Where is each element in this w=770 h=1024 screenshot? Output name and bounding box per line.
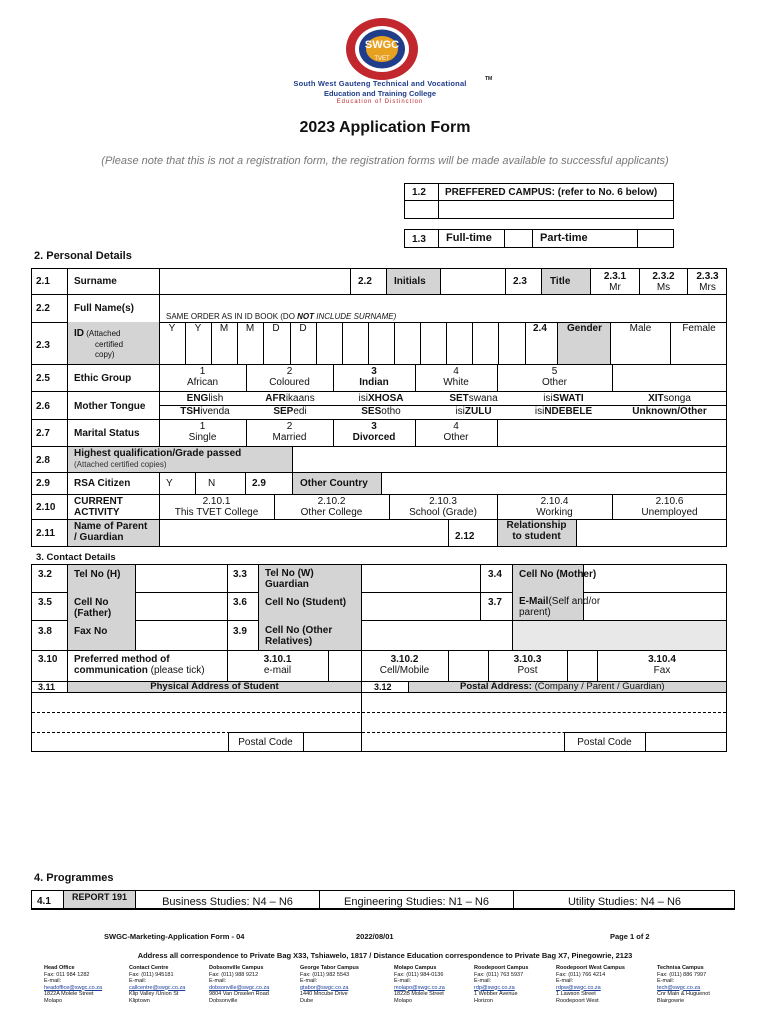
citizen-yes-option[interactable]: Y: [166, 478, 173, 489]
campus-addr1: 1 Webber Avenue: [474, 991, 518, 997]
cell-father-label1: Cell No: [74, 597, 109, 608]
id-digit-input[interactable]: [238, 335, 262, 363]
mother-tongue-label: Mother Tongue: [74, 401, 146, 412]
campus-name: Roodepoort Campus: [474, 965, 529, 971]
row-2-5-no: 2.5: [36, 373, 50, 384]
mother-tongue-option[interactable]: isiNDEBELE: [534, 406, 593, 417]
comm-tick-box[interactable]: [449, 651, 487, 681]
cell-mother-input[interactable]: [584, 565, 726, 592]
comm-option[interactable]: 3.10.3 Post: [513, 654, 542, 676]
campus-email_l: E-mail:: [474, 978, 492, 984]
id-sub2: certified: [95, 340, 124, 349]
cell-student-label: Cell No (Student): [265, 597, 347, 608]
id-digit-input[interactable]: [421, 335, 445, 363]
id-digit-input[interactable]: [186, 335, 210, 363]
gender-no: 2.4: [533, 323, 547, 334]
id-digit-input[interactable]: [264, 335, 288, 363]
activity-option[interactable]: 2.10.4 Working: [536, 496, 573, 518]
campus-addr2: Horizon: [474, 997, 493, 1004]
relationship-label2: to student: [512, 531, 561, 542]
title-mr-option[interactable]: 2.3.1 Mr: [603, 271, 627, 293]
row-3-6-no: 3.6: [233, 597, 247, 608]
comm-label1: Preferred method of: [74, 654, 170, 665]
qualification-input[interactable]: [293, 447, 726, 472]
activity-label1: CURRENT: [74, 496, 123, 507]
postal-code-physical-input[interactable]: [304, 733, 361, 752]
relationship-no: 2.12: [455, 531, 475, 542]
parent-name-input[interactable]: [160, 520, 448, 546]
tel-work-input[interactable]: [362, 565, 480, 592]
personal-heading: 2. Personal Details: [34, 250, 132, 262]
ethnic-option[interactable]: 2 Coloured: [269, 366, 310, 388]
fax-label: Fax No: [74, 626, 108, 637]
campus-name: Contact Centre: [129, 965, 169, 971]
campus-addr1: 9804 Van Onselen Road: [209, 991, 269, 997]
postal-address-label: Postal Address: (Company / Parent / Guardian): [460, 681, 665, 692]
campus-email_l: E-mail:: [44, 978, 62, 984]
id-digit-label: Y: [194, 323, 202, 334]
parent-label2: / Guardian: [74, 532, 124, 543]
campus-email[interactable]: dobsonville@swgc.co.za: [209, 984, 270, 991]
campus-name: George Tabor Campus: [300, 965, 359, 971]
mother-tongue-option[interactable]: SEPedi: [273, 406, 307, 417]
comm-option[interactable]: 3.10.2 Cell/Mobile: [379, 654, 430, 676]
title-label: Title: [550, 276, 571, 287]
comm-label2: communication (please tick): [74, 665, 205, 676]
other-country-no: 2.9: [252, 478, 266, 489]
mother-tongue-option[interactable]: XITsonga: [648, 393, 691, 404]
row-3-4-no: 3.4: [488, 569, 502, 580]
title-no: 2.3: [513, 276, 527, 287]
cell-other-input[interactable]: [362, 621, 512, 650]
form-note: (Please note that this is not a registration form, the registration forms will be made available to successful applicants): [101, 155, 669, 167]
id-digit-label: M: [245, 323, 255, 334]
row-2-6-no: 2.6: [36, 401, 50, 412]
row-3-7-no: 3.7: [488, 597, 502, 608]
row-2-9-no: 2.9: [36, 478, 50, 489]
email-label: E-Mail(Self and/or: [519, 596, 601, 607]
engineering-studies-option[interactable]: Engineering Studies: N1 – N6: [344, 896, 489, 908]
campus-addr2: Kliptown: [129, 997, 150, 1004]
mother-tongue-option[interactable]: SETswana: [449, 393, 498, 404]
row-2-10-no: 2.10: [36, 502, 56, 513]
id-digit-input[interactable]: [317, 335, 341, 363]
gender-female-option[interactable]: Female: [682, 323, 716, 334]
report-191-label: REPORT 191: [71, 892, 128, 902]
campus-no: 1.2: [412, 187, 426, 198]
id-digit-label: M: [219, 323, 229, 334]
mother-tongue-option[interactable]: isiSWATI: [543, 393, 584, 404]
id-digit-input[interactable]: [447, 335, 471, 363]
row-2-1-no: 2.1: [36, 276, 50, 287]
campus-email[interactable]: molapo@swgc.co.za: [394, 984, 445, 991]
marital-option[interactable]: 4 Other: [443, 421, 469, 443]
email-input[interactable]: [584, 593, 726, 620]
id-digit-input[interactable]: [499, 335, 523, 363]
campus-email_l: E-mail:: [394, 978, 412, 984]
ethnic-other-input[interactable]: [613, 365, 726, 391]
initials-input[interactable]: [441, 269, 505, 294]
activity-option[interactable]: 2.10.6 Unemployed: [641, 496, 698, 518]
footer-form-code: SWGC-Marketing-Application Form - 04: [104, 932, 245, 941]
row-3-10-no: 3.10: [38, 654, 58, 665]
business-studies-option[interactable]: Business Studies: N4 – N6: [162, 896, 293, 908]
campus-addr2: Molapo: [394, 997, 413, 1004]
other-country-label: Other Country: [300, 478, 368, 489]
row-2-2-no: 2.2: [36, 303, 50, 314]
row-4-1-no: 4.1: [37, 896, 51, 907]
campus-email_l: E-mail:: [556, 978, 574, 984]
comm-tick-box[interactable]: [568, 651, 596, 681]
fulltime-checkbox[interactable]: [505, 230, 531, 247]
cell-other-label1: Cell No (Other: [265, 625, 333, 636]
parttime-label: Part-time: [540, 232, 588, 244]
postal-code-label-physical: Postal Code: [238, 737, 293, 748]
other-country-input[interactable]: [382, 473, 726, 494]
row-3-3-no: 3.3: [233, 569, 247, 580]
campus-column: [394, 965, 445, 1004]
postal-code-postal-input[interactable]: [646, 733, 726, 752]
fullnames-label: Full Name(s): [74, 303, 135, 314]
ethnic-option[interactable]: 1 African: [186, 366, 219, 388]
activity-option[interactable]: 2.10.2 Other College: [300, 496, 363, 518]
id-sub3: copy): [95, 350, 115, 359]
campus-name: Dobsonville Campus: [209, 965, 264, 971]
campus-addr2: Blairgowrie: [657, 997, 685, 1004]
mother-tongue-option[interactable]: SESotho: [361, 406, 401, 417]
campus-column: [474, 965, 528, 1004]
form-title: 2023 Application Form: [299, 119, 471, 136]
id-digit-input[interactable]: [212, 335, 236, 363]
campus-email[interactable]: gtabor@swgc.co.za: [300, 984, 349, 991]
tel-work-label1: Tel No (W): [265, 568, 314, 579]
fullnames-hint: SAME ORDER AS IN ID BOOK (DO NOT INCLUDE SURNAME): [166, 312, 397, 321]
campus-addr1: 1440 Mncube Drive: [300, 991, 348, 997]
campus-email[interactable]: rdp@swgc.co.za: [474, 984, 515, 991]
cell-father-input[interactable]: [136, 593, 227, 620]
campus-fax: Fax: (011) 766 4214: [556, 971, 606, 978]
campus-addr2: Roodepoort West: [556, 997, 599, 1004]
fax-input[interactable]: [136, 621, 227, 650]
campus-label: PREFFERED CAMPUS: (refer to No. 6 below): [445, 187, 658, 198]
footer-page: Page 1 of 2: [610, 932, 650, 941]
utility-studies-option[interactable]: Utility Studies: N4 – N6: [567, 896, 682, 908]
id-digit-input[interactable]: [343, 335, 367, 363]
mother-tongue-option[interactable]: isiXHOSA: [358, 393, 404, 404]
campus-email[interactable]: tech@swgc.co.za: [657, 984, 701, 991]
postal-address-input[interactable]: [362, 693, 726, 732]
initials-label: Initials: [394, 276, 426, 287]
physical-address-input[interactable]: [32, 693, 360, 732]
row-2-3-no: 2.3: [36, 340, 50, 351]
row-2-7-no: 2.7: [36, 428, 50, 439]
marital-option[interactable]: 2 Married: [272, 421, 307, 443]
initials-no: 2.2: [358, 276, 372, 287]
campus-input[interactable]: [439, 201, 673, 218]
campus-name: Roodepoort West Campus: [556, 965, 625, 971]
mother-tongue-option[interactable]: ENGlish: [186, 393, 224, 404]
row-3-5-no: 3.5: [38, 597, 52, 608]
activity-option[interactable]: 2.10.3 School (Grade): [409, 496, 477, 518]
college-name-line2: Education and Training College: [323, 89, 437, 98]
comm-tick-box[interactable]: [329, 651, 360, 681]
campus-column: [209, 965, 269, 1004]
campus-column: [129, 965, 185, 1004]
campus-name: Technisa Campus: [657, 965, 704, 971]
id-digit-label: D: [299, 323, 307, 334]
row-3-9-no: 3.9: [233, 626, 247, 637]
mother-tongue-option[interactable]: AFRikaans: [265, 393, 315, 404]
parent-label1: Name of Parent: [74, 521, 148, 532]
parttime-checkbox[interactable]: [638, 230, 673, 247]
campus-addr1: 1822B Molele Street: [394, 991, 444, 997]
gender-male-option[interactable]: Male: [629, 323, 652, 334]
campus-addr2: Molapo: [44, 997, 63, 1004]
id-digit-input[interactable]: [291, 335, 315, 363]
mother-tongue-option[interactable]: TSHivenda: [180, 406, 230, 417]
qualification-label: Highest qualification/Grade passed: [74, 448, 242, 459]
mother-tongue-option[interactable]: Unknown/Other: [632, 406, 707, 417]
marital-label: Marital Status: [74, 428, 140, 439]
logo-text: SWGC: [364, 39, 400, 51]
campus-fax: Fax: (011) 886 7997: [657, 971, 707, 978]
surname-label: Surname: [74, 276, 117, 287]
footer-address: Address all correspondence to Private Bag X33, Tshiawelo, 1817 / Distance Education correspondence to Private Bag X7, Pinegowrie, 2123: [137, 951, 633, 960]
marital-option[interactable]: 1 Single: [188, 421, 217, 443]
citizen-no-option[interactable]: N: [208, 478, 216, 489]
study-no: 1.3: [412, 234, 426, 245]
college-name-line1: South West Gauteng Technical and Vocational: [293, 79, 467, 88]
cell-father-label2: (Father): [74, 608, 112, 619]
relationship-input[interactable]: [577, 520, 726, 546]
row-2-11-no: 2.11: [36, 528, 55, 539]
campus-addr1: Cnr Main & Huguenot: [657, 991, 710, 997]
id-digit-input[interactable]: [369, 335, 393, 363]
mother-tongue-option[interactable]: isiZULU: [455, 406, 492, 417]
cell-student-input[interactable]: [362, 593, 480, 620]
campus-fax: Fax: (011) 945181: [129, 971, 174, 978]
row-3-12-no: 3.12: [374, 682, 392, 692]
campus-name: Molapo Campus: [394, 965, 437, 971]
title-mrs-option[interactable]: 2.3.3 Mrs: [696, 271, 719, 293]
surname-input[interactable]: [160, 269, 350, 294]
campus-column: [300, 965, 359, 1004]
cell-mother-label: Cell No (Mother): [519, 569, 597, 580]
id-digit-input[interactable]: [160, 335, 184, 363]
campus-name: Head Office: [44, 965, 75, 971]
row-3-8-no: 3.8: [38, 626, 52, 637]
tel-work-label2: Guardian: [265, 579, 309, 590]
id-digit-label: Y: [168, 323, 176, 334]
comm-option[interactable]: 3.10.4 Fax: [648, 654, 676, 676]
cell-other-label2: Relatives): [265, 636, 313, 647]
campus-addr1: Klip Valley /Union St: [129, 991, 179, 997]
college-logo: [343, 16, 421, 82]
email-label-sub: parent): [519, 607, 551, 618]
fullnames-input[interactable]: [160, 295, 726, 312]
marital-option[interactable]: 3 Divorced: [352, 421, 396, 443]
row-3-2-no: 3.2: [38, 569, 52, 580]
logo-sub: TVET: [374, 56, 390, 62]
row-3-11-no: 3.11: [38, 682, 56, 692]
ethnic-option[interactable]: 3 Indian: [359, 366, 389, 388]
campus-addr2: Dobsonville: [209, 997, 238, 1004]
activity-label2: ACTIVITY: [74, 507, 120, 518]
id-digit-label: D: [272, 323, 280, 334]
id-label: ID (Attached: [74, 328, 121, 339]
ethnic-option[interactable]: 4 White: [443, 366, 469, 388]
campus-fax: Fax: 011 984 1282: [44, 971, 90, 978]
campus-column: [44, 965, 102, 1004]
college-tagline: Education of Distinction: [336, 99, 424, 105]
campus-email_l: E-mail:: [300, 978, 318, 984]
campus-addr2: Dube: [300, 997, 314, 1004]
tel-home-label: Tel No (H): [74, 569, 121, 580]
footer-date: 2022/08/01: [356, 932, 394, 941]
id-digit-input[interactable]: [473, 335, 497, 363]
activity-option[interactable]: 2.10.1 This TVET College: [174, 496, 259, 518]
campus-fax: Fax: (011) 984-0136: [394, 971, 444, 978]
citizen-label: RSA Citizen: [74, 478, 131, 489]
campus-email_l: E-mail:: [129, 978, 147, 984]
qualification-sub: (Attached certified copies): [74, 460, 167, 469]
id-digit-input[interactable]: [395, 335, 419, 363]
campus-fax: Fax: (011) 982 5543: [300, 971, 350, 978]
campus-email[interactable]: headoffice@swgc.co.za: [44, 984, 103, 991]
campus-column: [657, 965, 710, 1004]
relationship-label1: Relationship: [506, 520, 567, 531]
ethnic-label: Ethic Group: [74, 373, 132, 384]
postal-code-label-postal: Postal Code: [577, 737, 632, 748]
campus-fax: Fax: (011) 763 5937: [474, 971, 524, 978]
campus-fax: Fax: (011) 988 9212: [209, 971, 259, 978]
row-2-8-no: 2.8: [36, 455, 50, 466]
ethnic-option[interactable]: 5 Other: [541, 366, 567, 388]
campus-addr1: 1 Lawson Street: [556, 991, 596, 997]
comm-option[interactable]: 3.10.1 e-mail: [263, 654, 292, 676]
campus-column: [556, 965, 625, 1004]
campus-email[interactable]: callcentre@swgc.co.za: [129, 984, 186, 991]
programmes-heading: 4. Programmes: [34, 872, 114, 884]
contact-heading: 3. Contact Details: [36, 552, 116, 563]
tel-home-input[interactable]: [136, 565, 227, 592]
campus-email_l: E-mail:: [657, 978, 675, 984]
campus-addr1: 1822A Molele Street: [44, 991, 94, 997]
campus-email_l: E-mail:: [209, 978, 227, 984]
campus-email[interactable]: rdpw@swgc.co.za: [556, 984, 601, 991]
title-ms-option[interactable]: 2.3.2 Ms: [652, 271, 675, 293]
fulltime-label: Full-time: [446, 232, 492, 244]
gender-label: Gender: [567, 323, 603, 334]
study-mode-box: [404, 229, 674, 248]
physical-address-label: Physical Address of Student: [150, 681, 279, 692]
trademark: TM: [485, 76, 493, 82]
